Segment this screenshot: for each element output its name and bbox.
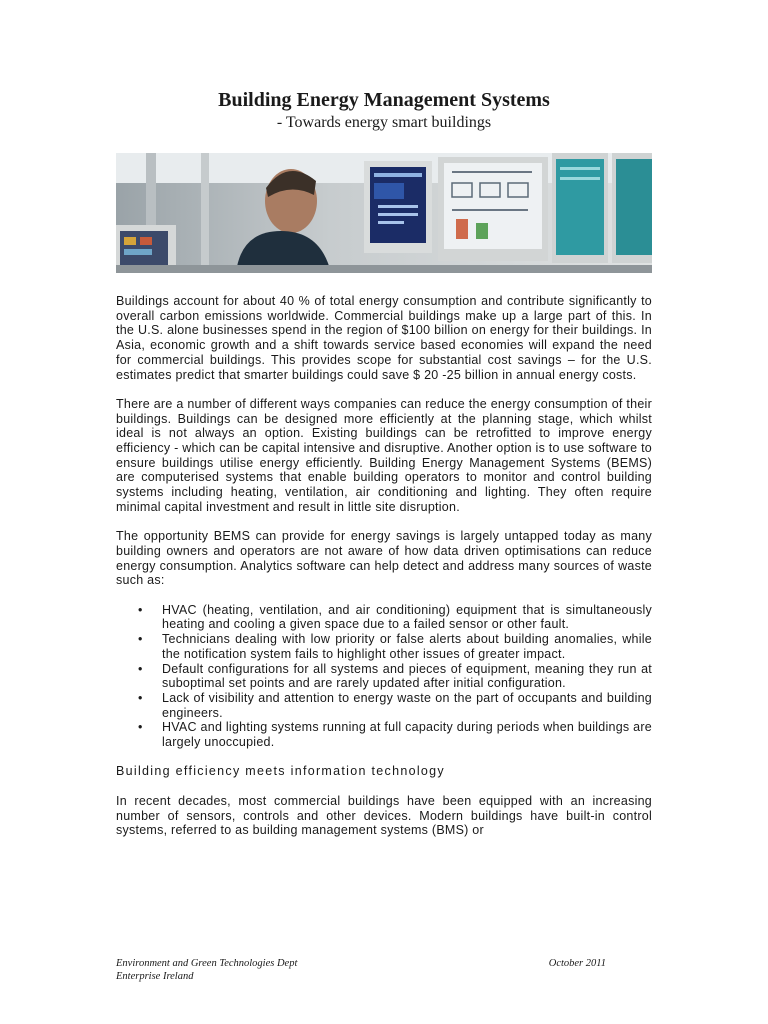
bullet-icon: • — [138, 632, 143, 647]
list-item — [116, 603, 652, 632]
list-item-text: HVAC (heating, ventilation, and air conditioning) equipment that is simultaneously heating and cooling a given space due to a failed sensor or other fault. — [162, 602, 652, 632]
document-title: Building Energy Management Systems — [218, 89, 550, 111]
paragraph-2: There are a number of different ways companies can reduce the energy consumption of their buildings. Buildings can be designed more efficiently at the planning stage, which whilst ideal is not always an option. Existing buildings can be retrofitted to improve energy efficiency - which can be capital intensive and disruptive. Another option is to use software to ensure buildings utilise energy efficiently. Building Energy Management Systems (BEMS) are computerised systems that enable building operators to monitor and control building systems including heating, ventilation, air conditioning and lighting. They often require minimal capital investment and result in little site disruption. — [116, 396, 652, 514]
list-item-text: Default configurations for all systems and pieces of equipment, meaning they run at suboptimal set points and are rarely updated after initial configuration. — [162, 661, 652, 691]
footer-date: October 2011 — [548, 958, 606, 969]
section-paragraph: In recent decades, most commercial buildings have been equipped with an increasing number of sensors, controls and other devices. Modern buildings have built-in control systems, referred to as building management systems (BMS) or — [116, 793, 652, 838]
page-footer — [116, 957, 652, 983]
body-text — [116, 294, 652, 853]
section-heading: Building efficiency meets information technology — [116, 764, 445, 779]
bullet-icon: • — [138, 661, 143, 676]
list-item — [116, 662, 652, 691]
list-item — [116, 720, 652, 749]
list-item-text: Technicians dealing with low priority or false alerts about building anomalies, while the notification system fails to highlight other issues of greater impact. — [162, 632, 652, 661]
bullet-icon: • — [138, 690, 143, 705]
document-subtitle: - Towards energy smart buildings — [276, 114, 492, 131]
list-item — [116, 691, 652, 720]
list-item-text: HVAC and lighting systems running at full capacity during periods when buildings are largely unoccupied. — [162, 720, 652, 750]
waste-sources-list — [116, 603, 652, 750]
paragraph-3: The opportunity BEMS can provide for energy savings is largely untapped today as many building owners and operators are not aware of how data driven optimisations can reduce energy consumption. Analytics software can help detect and address many sources of waste such as: — [116, 529, 652, 588]
paragraph-1: Buildings account for about 40 % of total energy consumption and contribute significantly to overall carbon emissions worldwide. Commercial buildings make up a large part of this. In the U.S. alone businesses spend in the region of $100 billion on energy for their buildings. In Asia, economic growth and a shift towards service based economies will expand the need for commercial buildings. This provides scope for substantial cost savings – for the U.S. estimates predict that smarter buildings could save $ 20 -25 billion in annual energy costs. — [116, 294, 652, 382]
footer-org: Enterprise Ireland — [116, 971, 194, 982]
bullet-icon: • — [138, 602, 143, 617]
list-item-text: Lack of visibility and attention to energy waste on the part of occupants and building engineers. — [162, 690, 652, 720]
list-item — [116, 632, 652, 661]
control-room-photo — [116, 153, 652, 273]
bullet-icon: • — [138, 720, 143, 735]
footer-dept: Environment and Green Technologies Dept — [116, 958, 298, 969]
